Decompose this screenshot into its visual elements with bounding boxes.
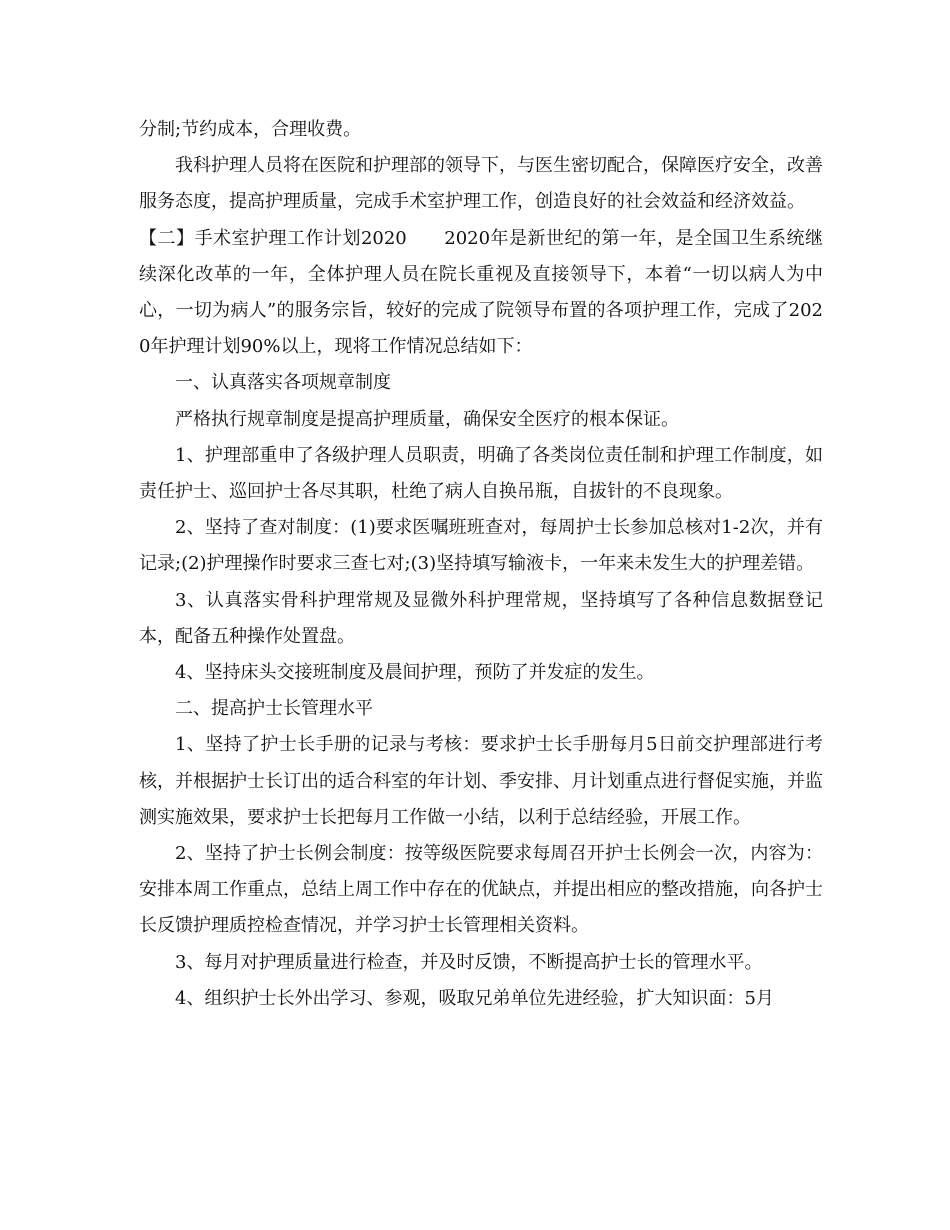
list-item: 4、坚持床头交接班制度及晨间护理，预防了并发症的发生。	[175, 662, 655, 684]
paragraph: 分制;节约成本，合理收费。	[139, 119, 362, 140]
list-item: 1、护理部重申了各级护理人员职责，明确了各类岗位责任制和护理工作制度，如责任护士、巡回护士各尽其职，杜绝了病人自换吊瓶，自拔针的不良现象。	[139, 444, 823, 503]
list-item: 2、坚持了护士长例会制度：按等级医院要求每周召开护士长例会一次，内容为：安排本周工作重点，总结上周工作中存在的优缺点，并提出相应的整改措施，向各护士长反馈护理质控检查情况，并学习护士长管理相关资料。	[139, 843, 823, 937]
list-item: 3、认真落实骨科护理常规及显微外科护理常规，坚持填写了各种信息数据登记本，配备五种操作处置盘。	[139, 589, 823, 647]
paragraph: 我科护理人员将在医院和护理部的领导下，与医生密切配合，保障医疗安全，改善服务态度，提高护理质量，完成手术室护理工作，创造良好的社会效益和经济效益。	[139, 155, 823, 213]
list-item: 3、每月对护理质量进行检查，并及时反馈，不断提高护士长的管理水平。	[175, 951, 763, 973]
section-heading-paragraph: 【二】手术室护理工作计划2020 2020年是新世纪的第一年，是全国卫生系统继续深化改革的一年，全体护理人员在院长重视及直接领导下，本着“一切以病人为中心，一切为病人”的服务宗旨，较好的完成了院领导布置的各项护理工作，完成了2020年护理计划90%以上，现将工作情况总结如下：	[139, 227, 823, 358]
document-body	[139, 112, 823, 1017]
list-item: 4、组织护士长外出学习、参观，吸取兄弟单位先进经验，扩大知识面：5月	[175, 987, 774, 1009]
paragraph: 严格执行规章制度是提高护理质量，确保安全医疗的根本保证。	[175, 408, 679, 430]
list-item: 2、坚持了查对制度：(1)要求医嘱班班查对，每周护士长参加总核对1-2次，并有记录;(2)护理操作时要求三查七对;(3)坚持填写输液卡，一年来未发生大的护理差错。	[139, 517, 823, 575]
section-heading: 二、提高护士长管理水平	[175, 698, 373, 720]
section-heading: 一、认真落实各项规章制度	[175, 372, 391, 394]
list-item: 1、坚持了护士长手册的记录与考核：要求护士长手册每月5日前交护理部进行考核，并根据护士长订出的适合科室的年计划、季安排、月计划重点进行督促实施，并监测实施效果，要求护士长把每月工作做一小结，以利于总结经验，开展工作。	[139, 734, 823, 828]
